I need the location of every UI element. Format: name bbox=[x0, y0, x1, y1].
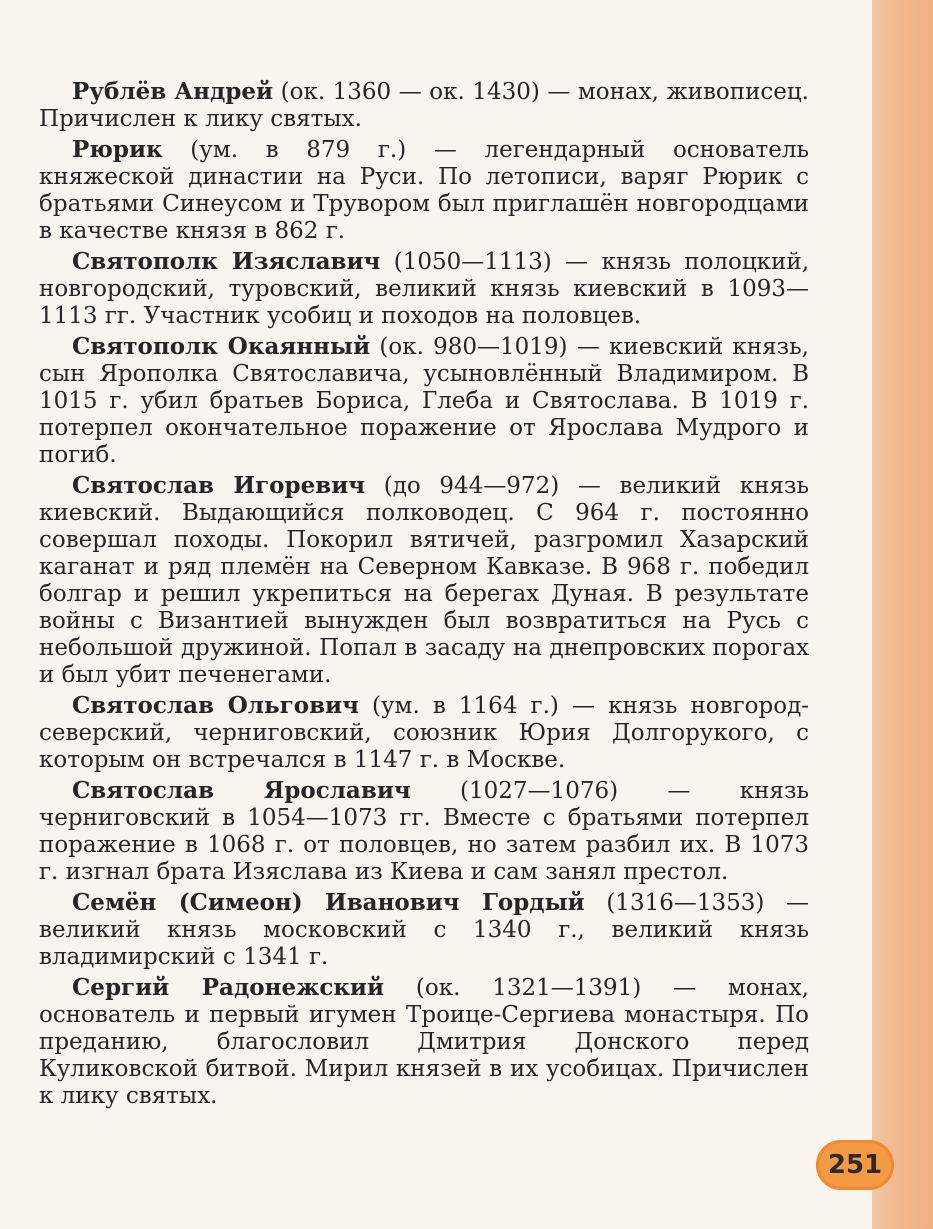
entry-text: (ум. в 879 г.) — легендарный основатель княжеской династии на Руси. По летописи, варяг Рюрик с братьями Синеусом и Трувором был приглашён новгородцами в качестве князя в 862 г. bbox=[39, 137, 809, 244]
entry-text: (1050—1113) — князь полоцкий, новгородский, туровский, великий князь киевский в 1093—1113 гг. Участник усобиц и походов на половцев. bbox=[39, 249, 810, 329]
entry-name: Рублёв Андрей bbox=[72, 78, 274, 105]
entry-svyatoslav-yaroslavich bbox=[39, 777, 809, 886]
entry-name: Святослав Ярославич bbox=[72, 777, 411, 804]
entry-text: (1316—1353) — великий князь московский с 1340 г., великий князь владимирский с 1341 г. bbox=[39, 890, 809, 970]
entry-name: Сергий Радонежский bbox=[72, 974, 385, 1001]
entry-semyon-gordy bbox=[39, 889, 809, 971]
entry-sergiy-radonezhsky bbox=[39, 974, 809, 1110]
entry-ryurik bbox=[39, 136, 809, 245]
entry-text: (ок. 980—1019) — киевский князь, сын Ярополка Святославича, усыновлённый Владимиром. В 1015 г. убил братьев Бориса, Глеба и Святослава. В 1019 г. потерпел окончательное поражение от Ярослава Мудрого и погиб. bbox=[39, 334, 809, 468]
entry-name: Святослав Ольгович bbox=[72, 692, 359, 719]
entry-svyatopolk-okayanny bbox=[39, 333, 809, 469]
entry-svyatoslav-igorevich bbox=[39, 472, 809, 689]
page-number: 251 bbox=[816, 1140, 894, 1190]
entry-svyatoslav-olgovich bbox=[39, 692, 809, 774]
entry-name: Святополк Окаянный bbox=[72, 333, 371, 360]
entry-name: Святополк Изяславич bbox=[72, 248, 381, 275]
entry-text: (1027—1076) — князь черниговский в 1054—1073 гг. Вместе с братьями потерпел поражение в 1068 г. от половцев, но затем разбил их. В 1073 г. изгнал брата Изяслава из Киева и сам занял престол. bbox=[39, 778, 810, 885]
entry-name: Семён (Симеон) Иванович Гордый bbox=[72, 889, 585, 916]
page-edge-strip bbox=[872, 0, 933, 1229]
entry-text: (до 944—972) — великий князь киевский. Выдающийся полководец. С 964 г. постоянно совершал походы. Покорил вятичей, разгромил Хазарский каганат и ряд племён на Северном Кавказе. В 968 г. победил болгар и решил укрепиться на берегах Дуная. В результате войны с Византией вынужден был возвратиться на Русь с небольшой дружиной. Попал в засаду на днепровских порогах и был убит печенегами. bbox=[39, 473, 809, 688]
entry-rublev-andrey bbox=[39, 78, 809, 133]
entry-text: (ум. в 1164 г.) — князь новгород-северский, черниговский, союзник Юрия Долгорукого, с которым он встречался в 1147 г. в Москве. bbox=[39, 693, 809, 773]
entry-svyatopolk-izyaslavich bbox=[39, 248, 809, 330]
biographical-entries bbox=[39, 78, 809, 1113]
entry-text: (ок. 1321—1391) — монах, основатель и первый игумен Троице-Сергиева монастыря. По преданию, благословил Дмитрия Донского перед Куликовской битвой. Мирил князей в их усобицах. Причислен к лику святых. bbox=[39, 975, 809, 1109]
entry-text: (ок. 1360 — ок. 1430) — монах, живописец. Причислен к лику святых. bbox=[39, 79, 809, 132]
entry-name: Святослав Игоревич bbox=[72, 472, 366, 499]
entry-name: Рюрик bbox=[72, 136, 163, 163]
